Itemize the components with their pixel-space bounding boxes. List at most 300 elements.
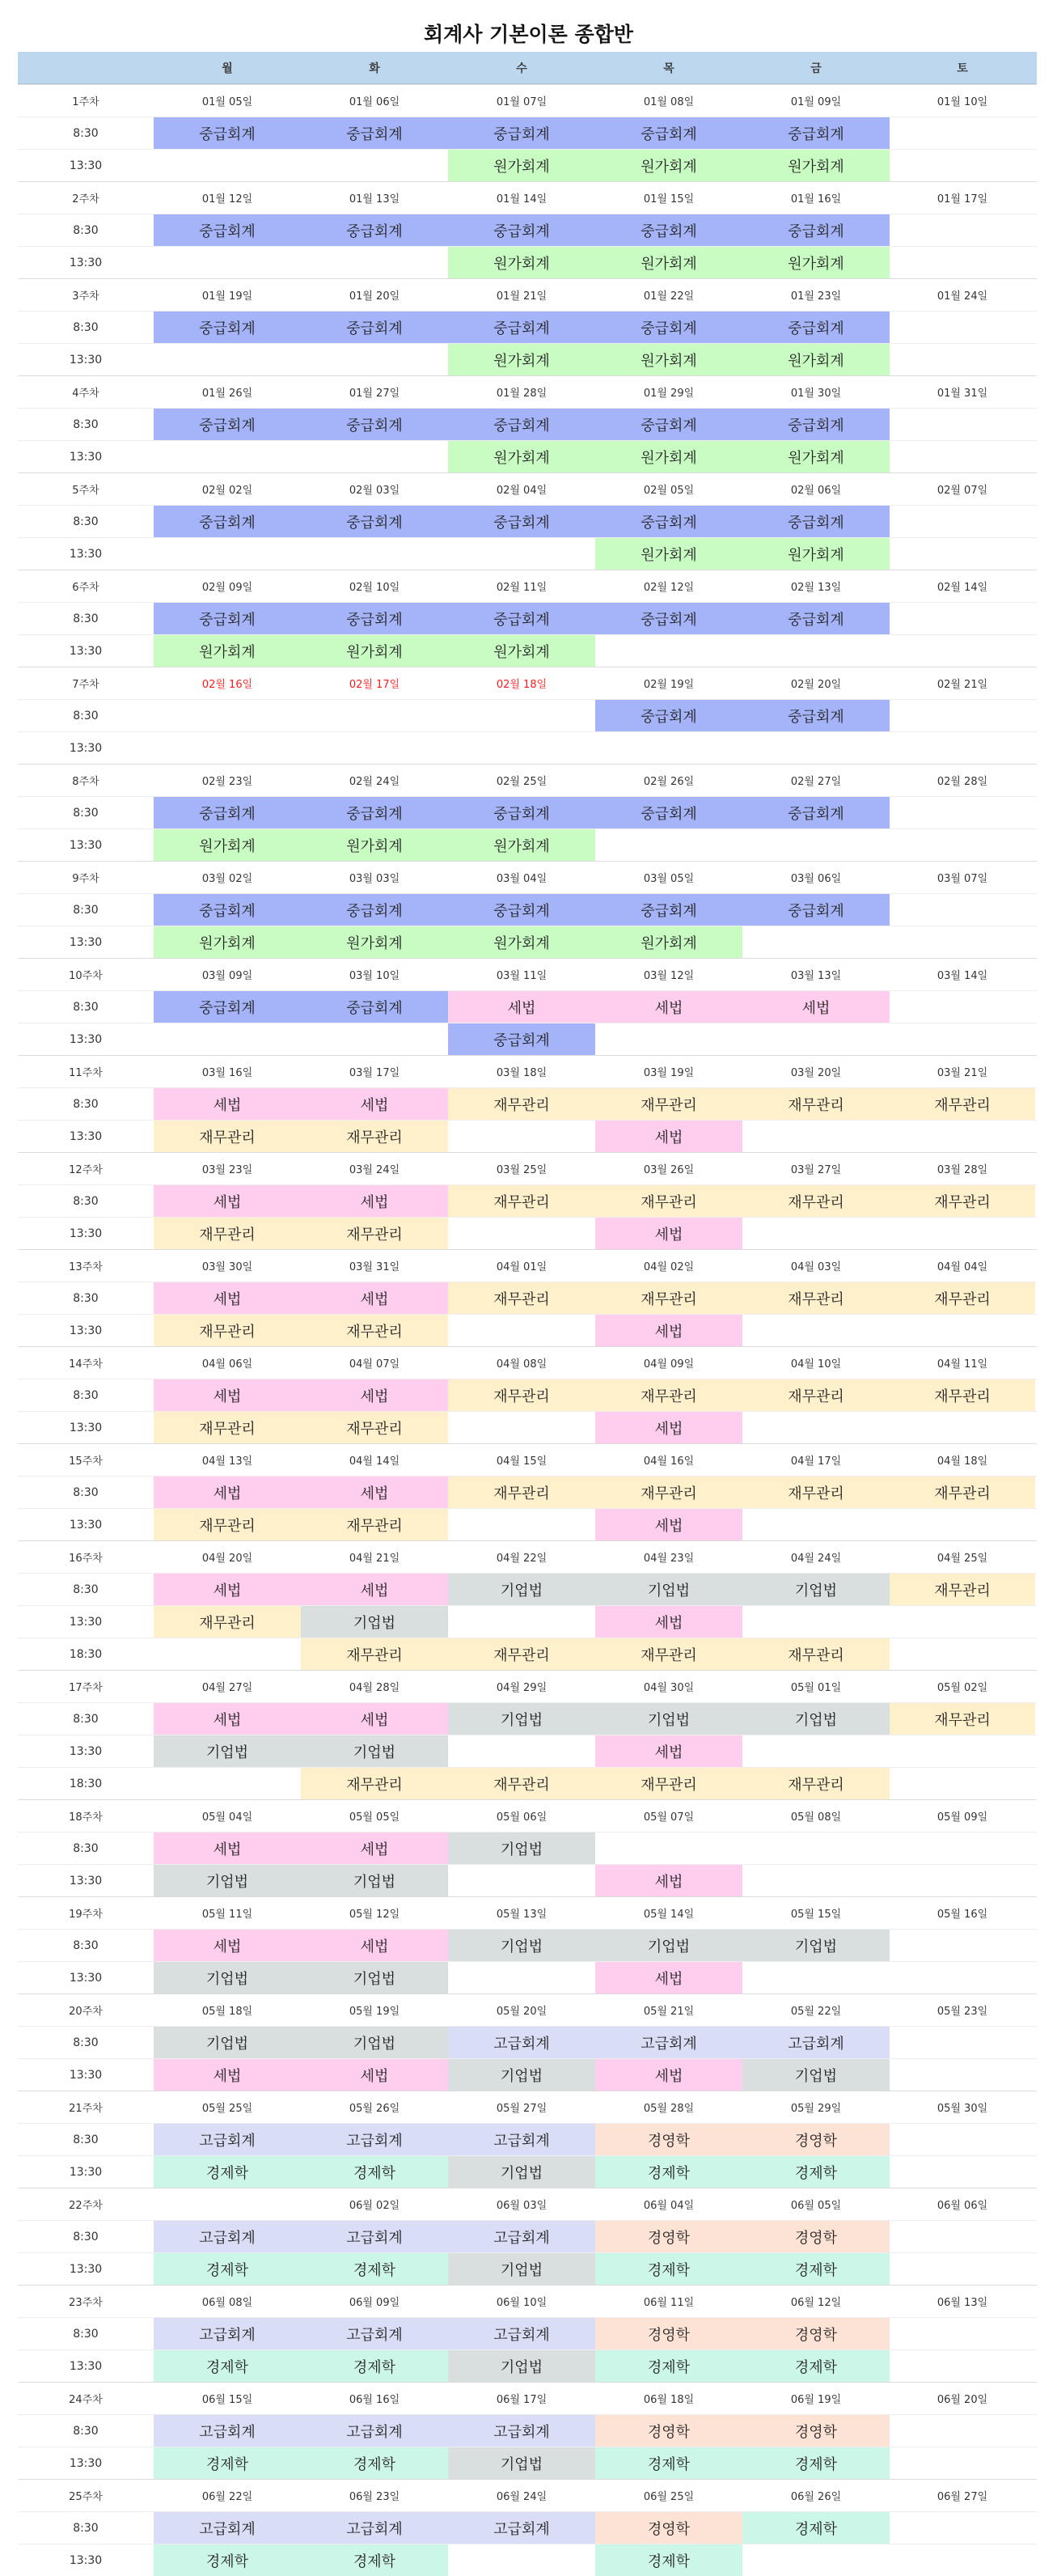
date-cell-fri: 05월 29일 — [790, 2103, 842, 2115]
subject-cell: 원가회계 — [595, 926, 742, 958]
subject-cell: 중급회계 — [301, 409, 448, 440]
subject-cell: 재무관리 — [301, 1638, 448, 1670]
date-cell-tue: 03월 10일 — [349, 970, 400, 982]
subject-cell: 재무관리 — [890, 1574, 1035, 1605]
empty-cell — [890, 2124, 1035, 2155]
subject-cell: 고급회계 — [742, 2027, 890, 2058]
date-cell-fri: 06월 12일 — [790, 2297, 842, 2309]
time-label: 8:30 — [73, 2036, 99, 2049]
subject-cell: 재무관리 — [154, 1218, 301, 1249]
week-block — [18, 84, 1037, 181]
subject-cell: 세법 — [301, 1379, 448, 1411]
time-label: 13:30 — [69, 1032, 103, 1046]
subject-cell: 경제학 — [742, 2512, 890, 2544]
subject-cell: 중급회계 — [595, 700, 742, 731]
subject-cell: 재무관리 — [595, 1088, 742, 1120]
date-row — [18, 375, 1037, 408]
empty-cell — [301, 538, 448, 570]
time-slot-row — [18, 1832, 1037, 1864]
subject-cell: 기업법 — [154, 1735, 301, 1767]
date-row — [18, 958, 1037, 990]
empty-cell — [448, 732, 595, 764]
time-slot-row — [18, 2511, 1037, 2544]
subject-cell: 세법 — [448, 991, 595, 1023]
subject-cell: 고급회계 — [154, 2512, 301, 2544]
subject-cell: 기업법 — [448, 1930, 595, 1961]
time-slot-row — [18, 505, 1037, 537]
subject-cell: 세법 — [154, 1703, 301, 1735]
date-cell-thu: 03월 05일 — [643, 873, 695, 885]
empty-cell — [890, 732, 1035, 764]
time-slot-row — [18, 1411, 1037, 1443]
date-cell-tue: 03월 31일 — [349, 1261, 400, 1273]
date-row — [18, 1443, 1037, 1476]
subject-cell: 고급회계 — [301, 2221, 448, 2252]
empty-cell — [154, 150, 301, 181]
date-cell-mon: 04월 27일 — [201, 1682, 253, 1694]
subject-cell: 재무관리 — [448, 1768, 595, 1799]
week-label: 4주차 — [72, 388, 99, 400]
date-row — [18, 667, 1037, 699]
subject-cell: 재무관리 — [301, 1412, 448, 1443]
date-cell-mon: 03월 16일 — [201, 1067, 253, 1079]
empty-cell — [890, 117, 1035, 149]
subject-cell: 세법 — [154, 1185, 301, 1217]
empty-cell — [448, 1509, 595, 1540]
subject-cell: 재무관리 — [448, 1282, 595, 1314]
subject-cell: 중급회계 — [448, 603, 595, 634]
date-cell-mon — [154, 2188, 301, 2220]
subject-cell: 고급회계 — [448, 2221, 595, 2252]
subject-cell: 세법 — [595, 1509, 742, 1540]
subject-cell: 중급회계 — [742, 506, 890, 537]
empty-cell — [154, 700, 301, 731]
subject-cell: 중급회계 — [742, 117, 890, 149]
subject-cell: 재무관리 — [890, 1703, 1035, 1735]
week-block — [18, 1443, 1037, 1540]
date-cell-fri: 04월 10일 — [790, 1358, 842, 1371]
subject-cell: 중급회계 — [301, 991, 448, 1023]
week-label: 1주차 — [72, 96, 99, 108]
time-slot-row — [18, 1767, 1037, 1799]
date-cell-wed: 04월 08일 — [496, 1358, 548, 1371]
subject-cell: 중급회계 — [742, 603, 890, 634]
time-label: 13:30 — [69, 2165, 103, 2179]
subject-cell: 원가회계 — [742, 247, 890, 278]
time-slot-row — [18, 2447, 1037, 2479]
subject-cell: 기업법 — [301, 1865, 448, 1896]
week-label: 23주차 — [69, 2297, 103, 2309]
date-cell-tue: 02월 24일 — [349, 776, 400, 788]
subject-cell: 원가회계 — [448, 635, 595, 667]
date-cell-fri: 05월 22일 — [790, 2006, 842, 2018]
subject-cell: 경영학 — [595, 2415, 742, 2447]
date-cell-sat: 02월 21일 — [937, 679, 988, 691]
time-slot-row — [18, 1217, 1037, 1249]
empty-cell — [890, 409, 1035, 440]
week-block — [18, 1346, 1037, 1443]
time-slot-row — [18, 1087, 1037, 1120]
day-header-wed: 수 — [516, 61, 527, 75]
subject-cell: 기업법 — [448, 2156, 595, 2188]
day-header-thu: 목 — [663, 61, 674, 75]
date-row — [18, 1896, 1037, 1929]
time-label: 13:30 — [69, 2359, 103, 2373]
subject-cell: 고급회계 — [154, 2415, 301, 2447]
date-cell-wed: 01월 14일 — [496, 193, 548, 205]
subject-cell: 원가회계 — [742, 150, 890, 181]
time-label: 8:30 — [73, 223, 99, 237]
empty-cell — [890, 506, 1035, 537]
subject-cell: 기업법 — [742, 2059, 890, 2091]
empty-cell — [890, 2318, 1035, 2349]
date-cell-mon: 04월 13일 — [201, 1455, 253, 1468]
subject-cell: 세법 — [595, 1218, 742, 1249]
subject-cell: 재무관리 — [301, 1768, 448, 1799]
week-label: 17주차 — [69, 1682, 103, 1694]
date-cell-fri: 03월 06일 — [790, 873, 842, 885]
subject-cell: 경제학 — [301, 2350, 448, 2382]
empty-cell — [890, 247, 1035, 278]
empty-cell — [890, 1606, 1035, 1638]
subject-cell: 기업법 — [448, 2447, 595, 2479]
empty-cell — [154, 441, 301, 472]
subject-cell: 경제학 — [301, 2447, 448, 2479]
date-cell-mon: 06월 15일 — [201, 2394, 253, 2406]
date-cell-tue: 06월 02일 — [349, 2200, 400, 2212]
week-block — [18, 1799, 1037, 1896]
subject-cell: 중급회계 — [301, 117, 448, 149]
week-block — [18, 1152, 1037, 1249]
time-slot-row — [18, 1605, 1037, 1638]
subject-cell: 기업법 — [301, 2027, 448, 2058]
subject-cell: 중급회계 — [301, 603, 448, 634]
week-list — [18, 84, 1037, 2576]
time-slot-row — [18, 1314, 1037, 1346]
time-label: 18:30 — [69, 1777, 103, 1790]
empty-cell — [154, 538, 301, 570]
subject-cell: 세법 — [595, 2059, 742, 2091]
empty-cell — [890, 926, 1035, 958]
date-cell-sat: 01월 10일 — [937, 96, 988, 108]
date-row — [18, 181, 1037, 214]
week-label: 21주차 — [69, 2103, 103, 2115]
empty-cell — [890, 2253, 1035, 2285]
subject-cell: 세법 — [301, 1185, 448, 1217]
date-cell-wed: 01월 07일 — [496, 96, 548, 108]
date-cell-sat: 06월 06일 — [937, 2200, 988, 2212]
empty-cell — [890, 894, 1035, 926]
time-slot-row — [18, 2058, 1037, 2091]
date-cell-wed: 06월 03일 — [496, 2200, 548, 2212]
week-label: 24주차 — [69, 2394, 103, 2406]
subject-cell: 경제학 — [595, 2350, 742, 2382]
date-cell-tue: 01월 20일 — [349, 290, 400, 303]
date-row — [18, 861, 1037, 893]
subject-cell: 고급회계 — [154, 2221, 301, 2252]
date-cell-mon: 03월 23일 — [201, 1164, 253, 1176]
empty-cell — [742, 1315, 890, 1346]
date-cell-tue: 06월 09일 — [349, 2297, 400, 2309]
subject-cell: 재무관리 — [890, 1088, 1035, 1120]
week-label: 5주차 — [72, 485, 99, 497]
empty-cell — [742, 1832, 890, 1864]
date-cell-tue: 05월 05일 — [349, 1811, 400, 1824]
date-cell-tue: 03월 24일 — [349, 1164, 400, 1176]
subject-cell: 원가회계 — [448, 829, 595, 861]
time-slot-row — [18, 2349, 1037, 2382]
week-label: 6주차 — [72, 582, 99, 594]
subject-cell: 경제학 — [595, 2544, 742, 2576]
time-slot-row — [18, 1282, 1037, 1314]
date-cell-fri: 01월 09일 — [790, 96, 842, 108]
time-slot-row — [18, 731, 1037, 764]
empty-cell — [448, 2544, 595, 2576]
time-label: 13:30 — [69, 1518, 103, 1532]
subject-cell: 중급회계 — [595, 214, 742, 246]
subject-cell: 원가회계 — [154, 635, 301, 667]
time-slot-row — [18, 2252, 1037, 2285]
date-cell-sat: 05월 02일 — [937, 1682, 988, 1694]
time-slot-row — [18, 1864, 1037, 1896]
time-label: 13:30 — [69, 935, 103, 949]
date-cell-fri: 04월 03일 — [790, 1261, 842, 1273]
week-label: 22주차 — [69, 2200, 103, 2212]
date-cell-mon: 01월 05일 — [201, 96, 253, 108]
subject-cell: 재무관리 — [448, 1379, 595, 1411]
time-label: 8:30 — [73, 1388, 99, 1402]
time-slot-row — [18, 2544, 1037, 2576]
subject-cell: 고급회계 — [301, 2318, 448, 2349]
subject-cell: 중급회계 — [154, 991, 301, 1023]
empty-cell — [890, 2027, 1035, 2058]
time-label: 13:30 — [69, 1129, 103, 1143]
subject-cell: 세법 — [301, 1930, 448, 1961]
subject-cell: 고급회계 — [448, 2318, 595, 2349]
week-label: 2주차 — [72, 193, 99, 205]
date-row — [18, 1540, 1037, 1573]
date-cell-sat: 05월 23일 — [937, 2006, 988, 2018]
empty-cell — [154, 247, 301, 278]
subject-cell: 기업법 — [154, 1865, 301, 1896]
date-cell-wed: 05월 27일 — [496, 2103, 548, 2115]
page-title: 회계사 기본이론 종합반 — [424, 23, 633, 46]
subject-cell: 경영학 — [595, 2512, 742, 2544]
subject-cell: 중급회계 — [301, 311, 448, 343]
time-slot-row — [18, 408, 1037, 440]
week-label: 14주차 — [69, 1358, 103, 1371]
empty-cell — [595, 829, 742, 861]
week-block — [18, 667, 1037, 764]
date-cell-wed: 05월 13일 — [496, 1909, 548, 1921]
empty-cell — [890, 1315, 1035, 1346]
subject-cell: 세법 — [595, 1962, 742, 1993]
date-cell-sat: 03월 14일 — [937, 970, 988, 982]
week-label: 15주차 — [69, 1455, 103, 1468]
subject-cell: 재무관리 — [448, 1088, 595, 1120]
empty-cell — [742, 829, 890, 861]
empty-cell — [154, 1638, 301, 1670]
time-label: 13:30 — [69, 450, 103, 464]
empty-cell — [301, 1023, 448, 1055]
subject-cell: 경제학 — [301, 2544, 448, 2576]
subject-cell: 세법 — [154, 1574, 301, 1605]
date-cell-sat: 01월 17일 — [937, 193, 988, 205]
date-cell-mon: 02월 16일 — [201, 679, 253, 691]
week-label: 20주차 — [69, 2006, 103, 2018]
subject-cell: 경제학 — [154, 2253, 301, 2285]
time-slot-row — [18, 311, 1037, 343]
date-row — [18, 1249, 1037, 1282]
time-slot-row — [18, 2123, 1037, 2155]
subject-cell: 재무관리 — [595, 1379, 742, 1411]
date-cell-wed: 01월 28일 — [496, 388, 548, 400]
subject-cell: 기업법 — [448, 2059, 595, 2091]
header-corner — [18, 52, 154, 83]
date-cell-sat: 04월 04일 — [937, 1261, 988, 1273]
date-cell-thu: 03월 26일 — [643, 1164, 695, 1176]
subject-cell: 중급회계 — [595, 409, 742, 440]
date-cell-tue: 06월 16일 — [349, 2394, 400, 2406]
empty-cell — [890, 441, 1035, 472]
empty-cell — [890, 1768, 1035, 1799]
subject-cell: 재무관리 — [595, 1768, 742, 1799]
schedule-table — [18, 52, 1037, 2576]
subject-cell: 중급회계 — [742, 797, 890, 828]
subject-cell: 중급회계 — [448, 117, 595, 149]
subject-cell: 세법 — [154, 1379, 301, 1411]
empty-cell — [301, 441, 448, 472]
subject-cell: 재무관리 — [595, 1282, 742, 1314]
subject-cell: 경제학 — [742, 2156, 890, 2188]
time-label: 13:30 — [69, 2068, 103, 2082]
date-cell-wed: 04월 22일 — [496, 1553, 548, 1565]
empty-cell — [742, 1218, 890, 1249]
subject-cell: 중급회계 — [448, 894, 595, 926]
empty-cell — [448, 1962, 595, 1993]
subject-cell: 고급회계 — [448, 2415, 595, 2447]
subject-cell: 원가회계 — [595, 247, 742, 278]
week-block — [18, 2188, 1037, 2285]
subject-cell: 세법 — [301, 2059, 448, 2091]
time-label: 13:30 — [69, 1615, 103, 1629]
empty-cell — [595, 1832, 742, 1864]
subject-cell: 세법 — [154, 1930, 301, 1961]
empty-cell — [890, 150, 1035, 181]
subject-cell: 경제학 — [595, 2447, 742, 2479]
subject-cell: 재무관리 — [154, 1121, 301, 1152]
subject-cell: 원가회계 — [301, 829, 448, 861]
subject-cell: 기업법 — [301, 1606, 448, 1638]
subject-cell: 경제학 — [154, 2447, 301, 2479]
week-block — [18, 472, 1037, 570]
subject-cell: 재무관리 — [742, 1088, 890, 1120]
date-cell-tue: 02월 17일 — [349, 679, 400, 691]
week-block — [18, 1055, 1037, 1152]
date-cell-thu: 02월 26일 — [643, 776, 695, 788]
empty-cell — [890, 2415, 1035, 2447]
date-cell-mon: 03월 09일 — [201, 970, 253, 982]
time-label: 8:30 — [73, 1841, 99, 1855]
subject-cell: 중급회계 — [595, 506, 742, 537]
day-header-mon: 월 — [222, 61, 233, 75]
date-cell-thu: 04월 30일 — [643, 1682, 695, 1694]
subject-cell: 재무관리 — [742, 1768, 890, 1799]
time-label: 13:30 — [69, 353, 103, 366]
subject-cell: 기업법 — [154, 2027, 301, 2058]
subject-cell: 세법 — [742, 991, 890, 1023]
empty-cell — [890, 1865, 1035, 1896]
subject-cell: 재무관리 — [154, 1315, 301, 1346]
empty-cell — [890, 2544, 1035, 2576]
subject-cell: 경영학 — [595, 2221, 742, 2252]
time-slot-row — [18, 828, 1037, 861]
date-cell-thu: 01월 08일 — [643, 96, 695, 108]
date-cell-tue: 01월 13일 — [349, 193, 400, 205]
subject-cell: 기업법 — [301, 1962, 448, 1993]
date-row — [18, 2479, 1037, 2511]
subject-cell: 중급회계 — [595, 603, 742, 634]
week-block — [18, 1670, 1037, 1799]
week-block — [18, 1249, 1037, 1346]
subject-cell: 세법 — [154, 1832, 301, 1864]
time-label: 8:30 — [73, 417, 99, 431]
subject-cell: 경제학 — [154, 2544, 301, 2576]
week-label: 12주차 — [69, 1164, 103, 1176]
time-slot-row — [18, 990, 1037, 1023]
subject-cell: 기업법 — [448, 2253, 595, 2285]
subject-cell: 중급회계 — [301, 214, 448, 246]
week-block — [18, 375, 1037, 472]
time-label: 8:30 — [73, 2521, 99, 2535]
date-cell-thu: 05월 07일 — [643, 1811, 695, 1824]
date-row — [18, 1152, 1037, 1184]
date-cell-sat: 06월 13일 — [937, 2297, 988, 2309]
date-cell-mon: 04월 20일 — [201, 1553, 253, 1565]
time-label: 8:30 — [73, 1291, 99, 1305]
time-slot-row — [18, 2155, 1037, 2188]
subject-cell: 경제학 — [742, 2447, 890, 2479]
date-cell-fri: 03월 20일 — [790, 1067, 842, 1079]
subject-cell: 중급회계 — [301, 797, 448, 828]
empty-cell — [154, 344, 301, 375]
subject-cell: 재무관리 — [154, 1509, 301, 1540]
subject-cell: 경제학 — [595, 2156, 742, 2188]
empty-cell — [890, 1962, 1035, 1993]
subject-cell: 경제학 — [301, 2156, 448, 2188]
time-label: 13:30 — [69, 644, 103, 658]
subject-cell: 중급회계 — [154, 894, 301, 926]
date-cell-thu: 01월 29일 — [643, 388, 695, 400]
empty-cell — [742, 1509, 890, 1540]
subject-cell: 고급회계 — [448, 2027, 595, 2058]
date-cell-fri: 03월 13일 — [790, 970, 842, 982]
date-cell-sat: 06월 20일 — [937, 2394, 988, 2406]
empty-cell — [890, 2059, 1035, 2091]
time-label: 8:30 — [73, 2230, 99, 2243]
week-label: 13주차 — [69, 1261, 103, 1273]
subject-cell: 재무관리 — [301, 1121, 448, 1152]
empty-cell — [448, 1606, 595, 1638]
subject-cell: 기업법 — [448, 1703, 595, 1735]
week-label: 11주차 — [69, 1067, 103, 1079]
empty-cell — [890, 2447, 1035, 2479]
empty-cell — [890, 2512, 1035, 2544]
subject-cell: 경영학 — [742, 2318, 890, 2349]
subject-cell: 세법 — [154, 1088, 301, 1120]
subject-cell: 기업법 — [595, 1703, 742, 1735]
empty-cell — [595, 635, 742, 667]
